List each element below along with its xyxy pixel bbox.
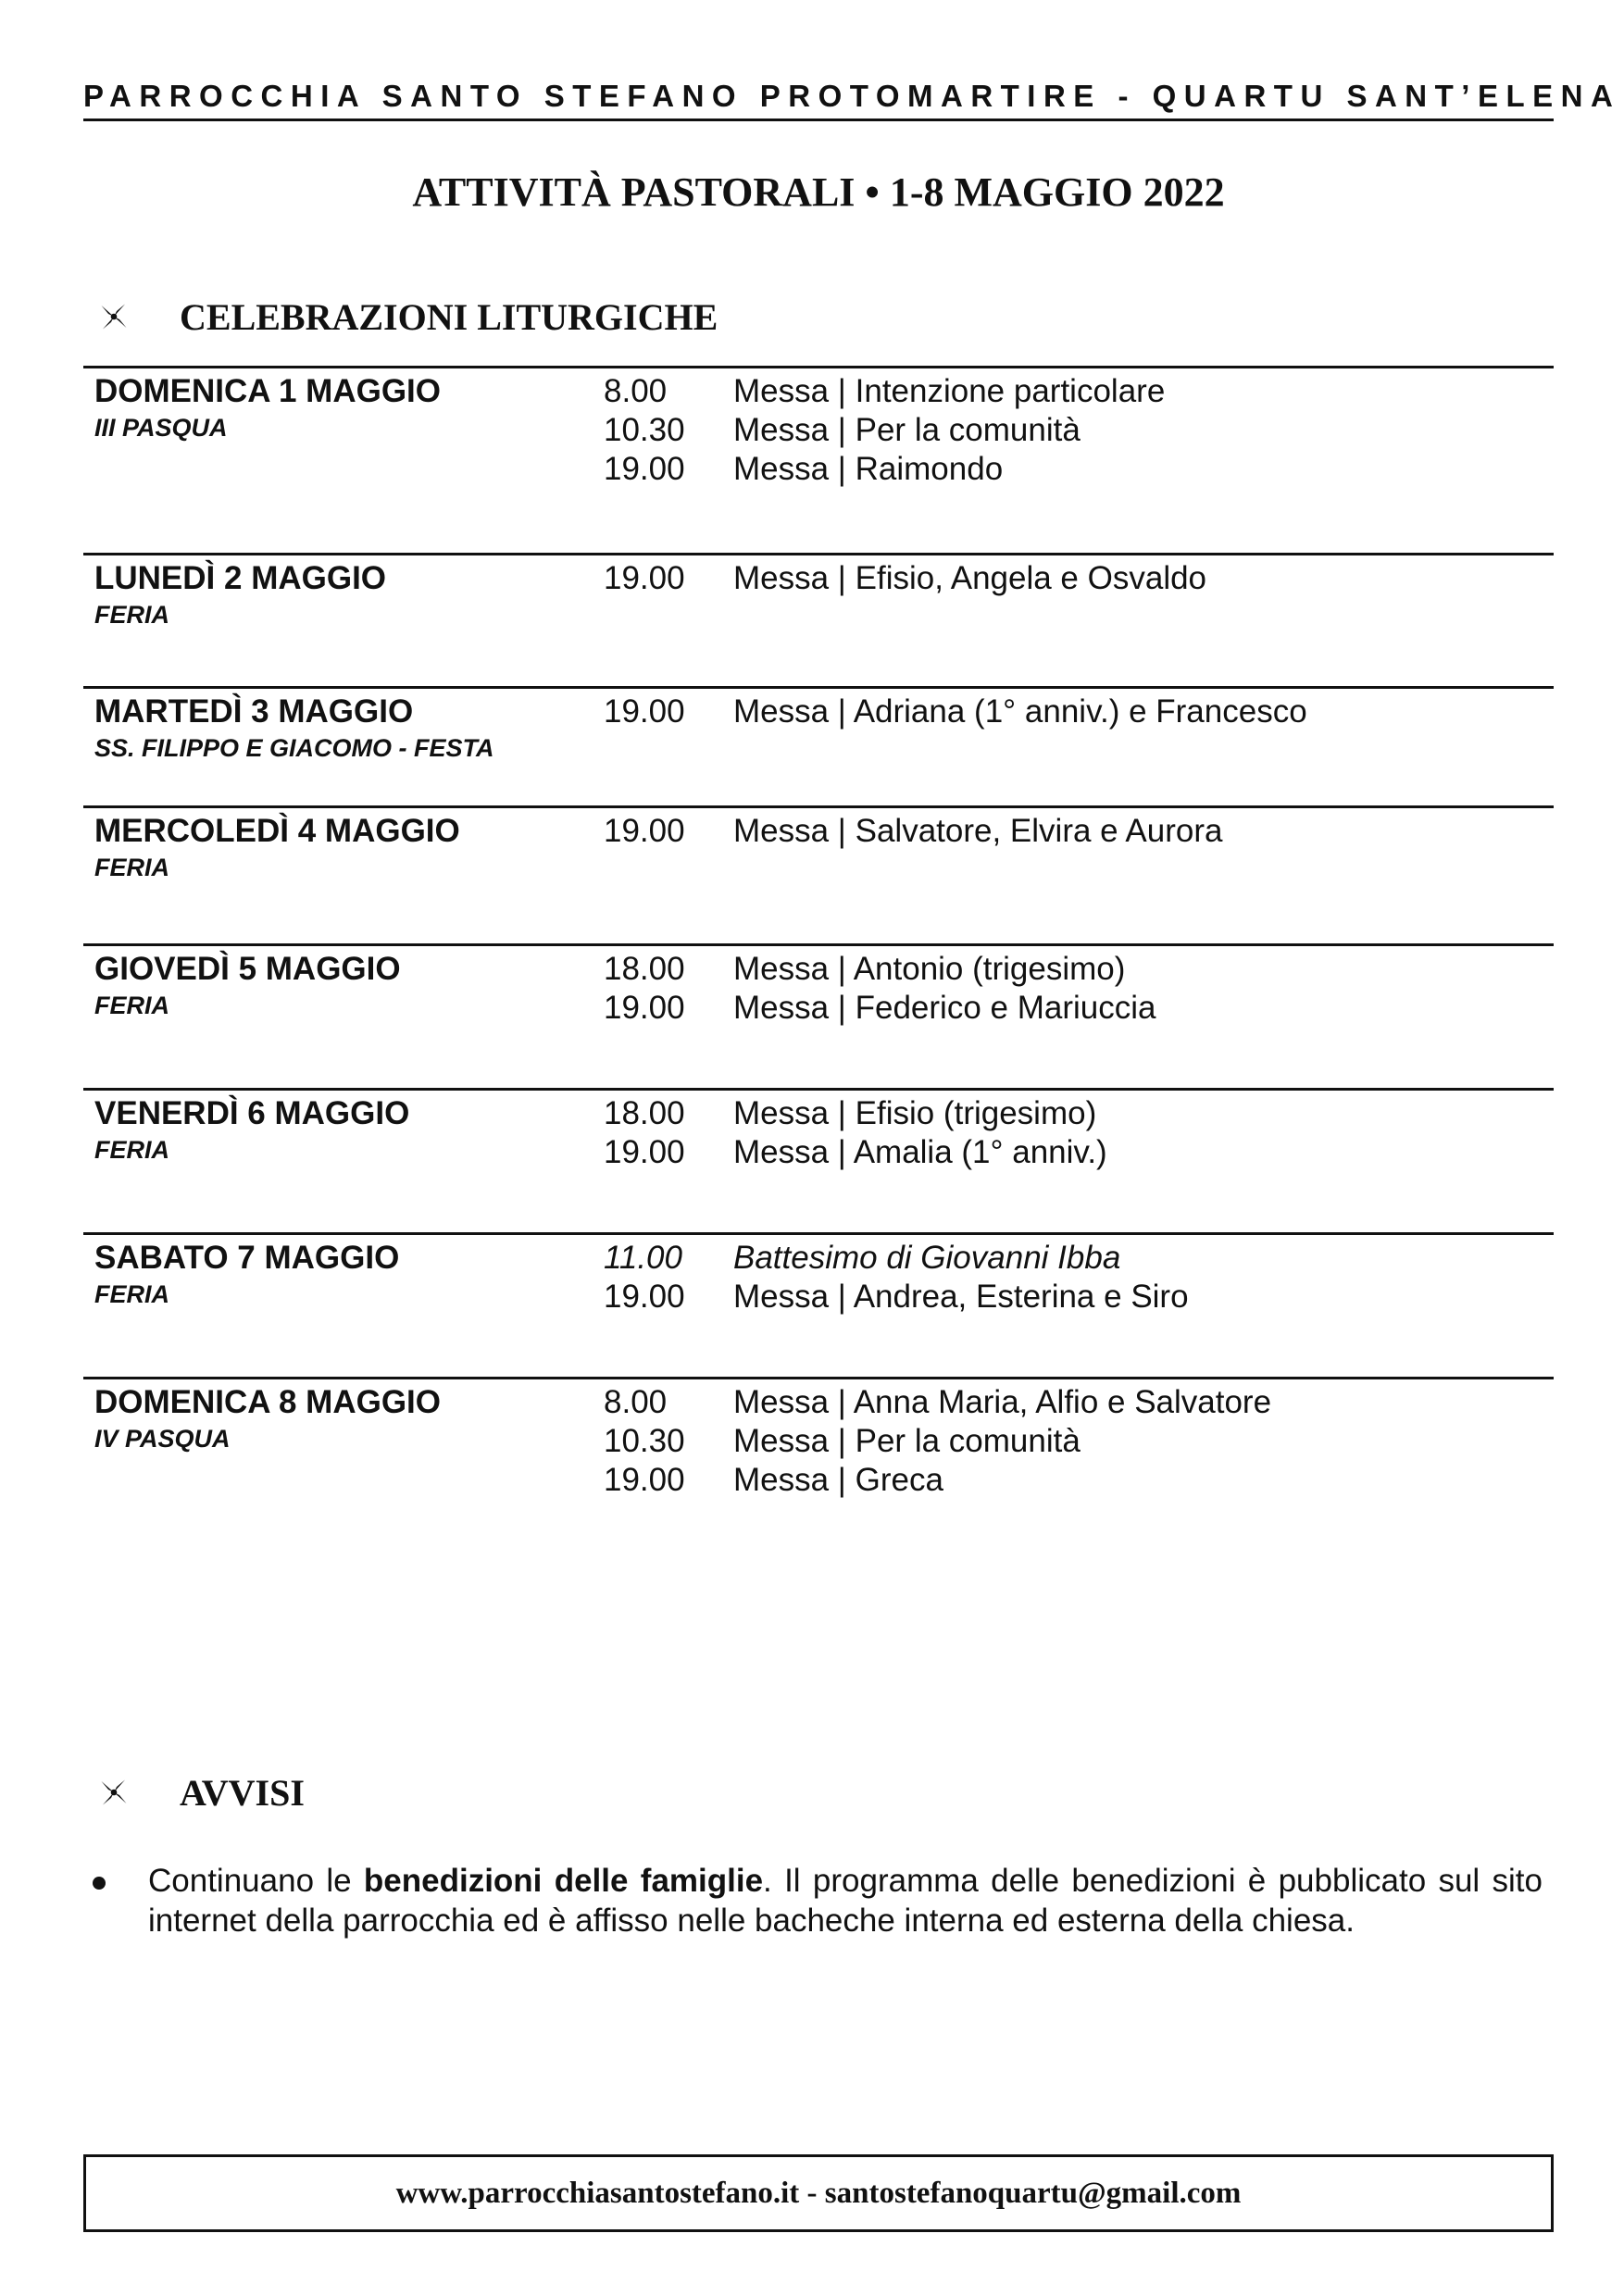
event-description: Battesimo di Giovanni Ibba	[733, 1240, 1121, 1276]
event-time: 19.00	[604, 990, 685, 1026]
event-row	[83, 950, 1554, 989]
day-liturgical-note: FERIA	[94, 992, 169, 1019]
day-block	[83, 366, 1554, 487]
event-description: Messa | Efisio (trigesimo)	[733, 1095, 1097, 1131]
event-time: 19.00	[604, 560, 685, 596]
notice-text-post: . Il programma delle benedizioni è pubblicato sul sito internet della parrocchia ed è affisso nelle bacheche interna ed esterna della chiesa.	[148, 1863, 1543, 1939]
event-row	[83, 1239, 1554, 1278]
event-time: 19.00	[604, 1279, 685, 1315]
event-row	[83, 1422, 1554, 1461]
event-row	[83, 1094, 1554, 1133]
event-row	[83, 812, 1554, 851]
day-name: MARTEDÌ 3 MAGGIO	[94, 693, 414, 730]
day-block	[83, 1088, 1554, 1170]
event-description: Messa | Raimondo	[733, 451, 1004, 487]
event-description: Messa | Amalia (1° anniv.)	[733, 1134, 1107, 1170]
day-liturgical-note: FERIA	[94, 1136, 169, 1164]
footer-contacts: www.parrocchiasantostefano.it - santostefanoquartu@gmail.com	[83, 2154, 1554, 2232]
event-time: 19.00	[604, 1134, 685, 1170]
day-name: DOMENICA 8 MAGGIO	[94, 1384, 441, 1420]
day-name: SABATO 7 MAGGIO	[94, 1240, 400, 1276]
event-row	[83, 1461, 1554, 1500]
celebrations-heading	[100, 291, 718, 343]
notices-heading	[100, 1766, 305, 1818]
day-block	[83, 943, 1554, 1026]
event-row	[83, 372, 1554, 411]
pinwheel-star-icon	[100, 303, 128, 331]
event-row	[83, 1133, 1554, 1172]
event-description: Messa | Federico e Mariuccia	[733, 990, 1156, 1026]
header-divider	[83, 119, 1554, 121]
event-row	[83, 411, 1554, 450]
event-description: Messa | Greca	[733, 1462, 943, 1498]
pinwheel-star-icon	[100, 1778, 128, 1806]
parish-header: PARROCCHIA SANTO STEFANO PROTOMARTIRE - QUARTU SANT’ELENA	[83, 79, 1621, 113]
event-time: 8.00	[604, 373, 668, 409]
event-row	[83, 1278, 1554, 1316]
day-liturgical-note: FERIA	[94, 854, 169, 881]
event-time: 10.30	[604, 412, 685, 448]
celebrations-heading-label: CELEBRAZIONI LITURGICHE	[180, 295, 718, 338]
day-name: GIOVEDÌ 5 MAGGIO	[94, 951, 401, 987]
day-liturgical-note: IV PASQUA	[94, 1425, 231, 1453]
event-row	[83, 1383, 1554, 1422]
event-row	[83, 450, 1554, 489]
event-description: Messa | Adriana (1° anniv.) e Francesco	[733, 693, 1307, 730]
event-time: 19.00	[604, 813, 685, 849]
event-description: Messa | Intenzione particolare	[733, 373, 1166, 409]
notice-text-pre: Continuano le	[148, 1863, 364, 1899]
day-block	[83, 1232, 1554, 1315]
day-liturgical-note: FERIA	[94, 1280, 169, 1308]
day-block	[83, 553, 1554, 629]
event-description: Messa | Antonio (trigesimo)	[733, 951, 1126, 987]
day-block	[83, 1377, 1554, 1498]
day-liturgical-note: III PASQUA	[94, 414, 228, 442]
event-description: Messa | Per la comunità	[733, 412, 1081, 448]
day-block	[83, 805, 1554, 881]
day-liturgical-note: SS. FILIPPO E GIACOMO - FESTA	[94, 734, 494, 762]
event-time: 18.00	[604, 951, 685, 987]
event-time: 11.00	[604, 1240, 682, 1276]
day-name: LUNEDÌ 2 MAGGIO	[94, 560, 387, 596]
event-description: Messa | Per la comunità	[733, 1423, 1081, 1459]
event-description: Messa | Salvatore, Elvira e Aurora	[733, 813, 1223, 849]
page-title: ATTIVITÀ PASTORALI • 1-8 MAGGIO 2022	[412, 169, 1225, 215]
event-time: 19.00	[604, 1462, 685, 1498]
day-name: VENERDÌ 6 MAGGIO	[94, 1095, 410, 1131]
event-row	[83, 693, 1554, 731]
day-liturgical-note: FERIA	[94, 601, 169, 629]
notice-text	[148, 1861, 1543, 1940]
event-description: Messa | Andrea, Esterina e Siro	[733, 1279, 1189, 1315]
day-name: MERCOLEDÌ 4 MAGGIO	[94, 813, 460, 849]
event-time: 19.00	[604, 693, 685, 730]
event-time: 18.00	[604, 1095, 685, 1131]
day-block	[83, 686, 1554, 762]
notice-text-bold: benedizioni delle famiglie	[363, 1863, 764, 1899]
event-row	[83, 989, 1554, 1028]
event-description: Messa | Anna Maria, Alfio e Salvatore	[733, 1384, 1272, 1420]
event-time: 8.00	[604, 1384, 668, 1420]
event-row	[83, 559, 1554, 598]
event-time: 19.00	[604, 451, 685, 487]
notices-heading-label: AVVISI	[180, 1771, 305, 1814]
day-name: DOMENICA 1 MAGGIO	[94, 373, 441, 409]
bullet-dot-icon	[93, 1877, 106, 1890]
event-description: Messa | Efisio, Angela e Osvaldo	[733, 560, 1207, 596]
event-time: 10.30	[604, 1423, 685, 1459]
